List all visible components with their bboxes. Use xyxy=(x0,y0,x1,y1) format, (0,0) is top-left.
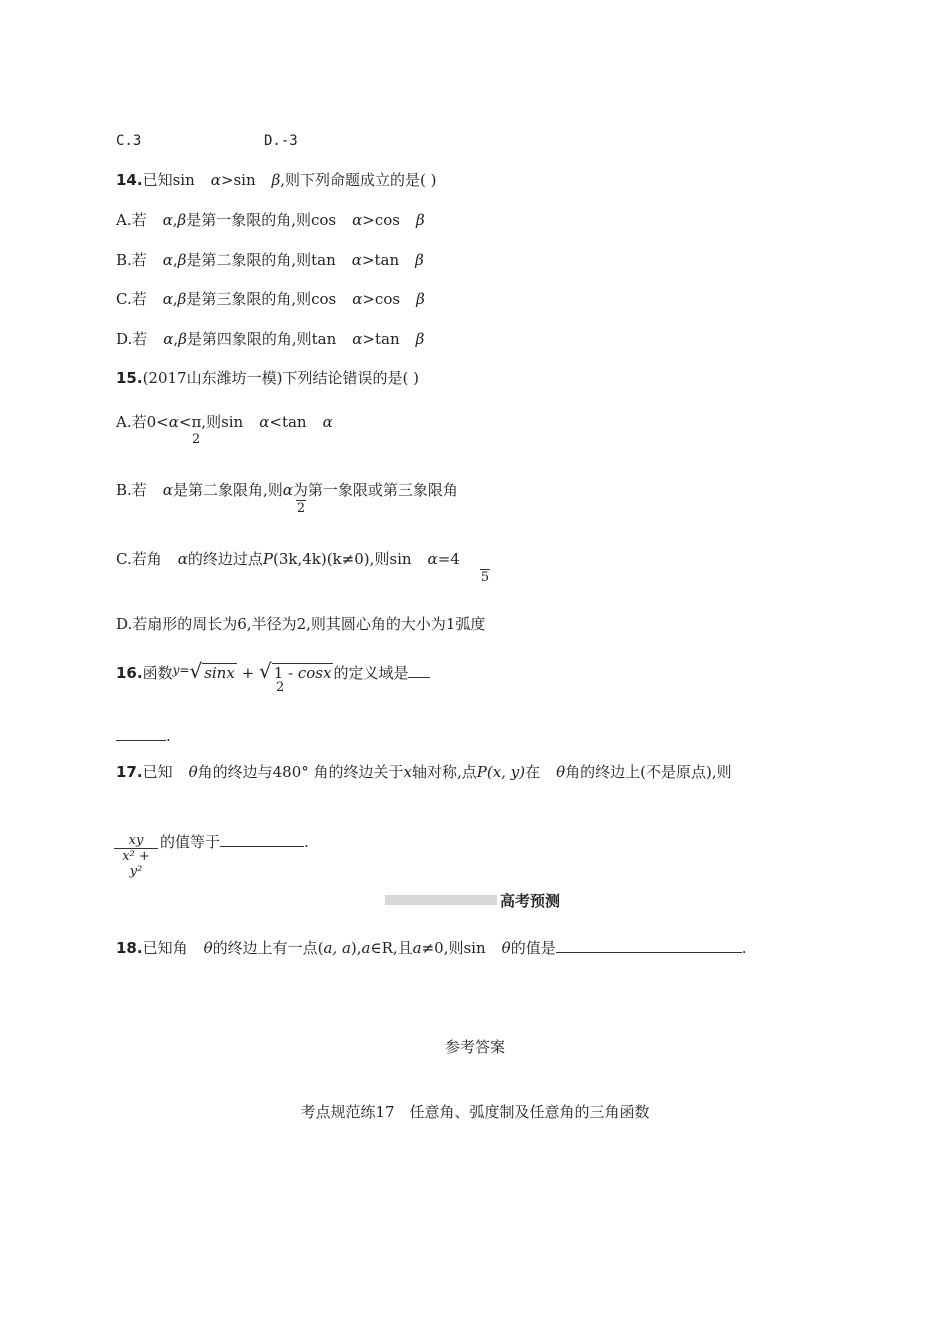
practice-title: 考点规范练17 任意角、弧度制及任意角的三角函数 xyxy=(300,1103,650,1121)
q15-option-d: D.若扇形的周长为6,半径为2,则其圆心角的大小为1弧度 xyxy=(116,615,486,633)
q15-number: 15. xyxy=(116,369,143,387)
q17-stem: 17.已知 θ角的终边与480° 角的终边关于x轴对称,点P(x, y)在 θ角的终边上(不是原点),则 xyxy=(116,763,732,781)
q14-option-d: D.若 α,β是第四象限的角,则tan α>tan β xyxy=(116,330,425,348)
q16-stem: 16.函数$^{y=}$√ sinx + √ 1 - cosx 的定义域是 xyxy=(116,660,430,683)
q15-a-denominator: 2 xyxy=(192,432,201,447)
q16-number: 16. xyxy=(116,664,143,682)
q15-option-a: A.若0<α<π,则sin α<tan α xyxy=(116,413,333,431)
q15-c-fraction-denominator: 5 xyxy=(480,570,490,585)
q16-half-denominator: 2 xyxy=(276,680,285,695)
section-title: 高考预测 xyxy=(500,892,561,910)
q16-answer-blank: . xyxy=(116,726,171,746)
q14-number: 14. xyxy=(116,171,143,189)
q14-option-c: C.若 α,β是第三象限的角,则cos α>cos β xyxy=(116,290,425,308)
q14-stem: 14.已知sin α>sin β,则下列命题成立的是( ) xyxy=(116,171,437,189)
answers-title: 参考答案 xyxy=(444,1038,505,1056)
q18-stem: 18.已知角 θ的终边上有一点(a, a),a∈R,且a≠0,则sin θ的值是 . xyxy=(116,939,747,957)
q15-option-c: C.若角 α的终边过点P(3k,4k)(k≠0),则sin α=4 xyxy=(116,550,460,568)
q13-option-c: C.3 xyxy=(116,133,142,149)
q13-option-d: D.-3 xyxy=(264,133,298,149)
q15-b-fraction-denominator: 2 xyxy=(296,501,306,516)
q17-fraction: $\frac{xy}{\text{x² + y²}}$ xyxy=(114,833,158,879)
q14-option-a: A.若 α,β是第一象限的角,则cos α>cos β xyxy=(116,211,425,229)
q17-tail: 的值等于 . xyxy=(160,833,309,851)
q15-option-b: B.若 α是第二象限角,则α为第一象限或第三象限角 xyxy=(116,481,458,499)
q15-stem: 15.(2017山东潍坊一模)下列结论错误的是( ) xyxy=(116,369,419,387)
q18-number: 18. xyxy=(116,939,143,957)
q17-number: 17. xyxy=(116,763,143,781)
section-header-bar xyxy=(385,895,497,905)
q14-option-b: B.若 α,β是第二象限的角,则tan α>tan β xyxy=(116,251,424,269)
